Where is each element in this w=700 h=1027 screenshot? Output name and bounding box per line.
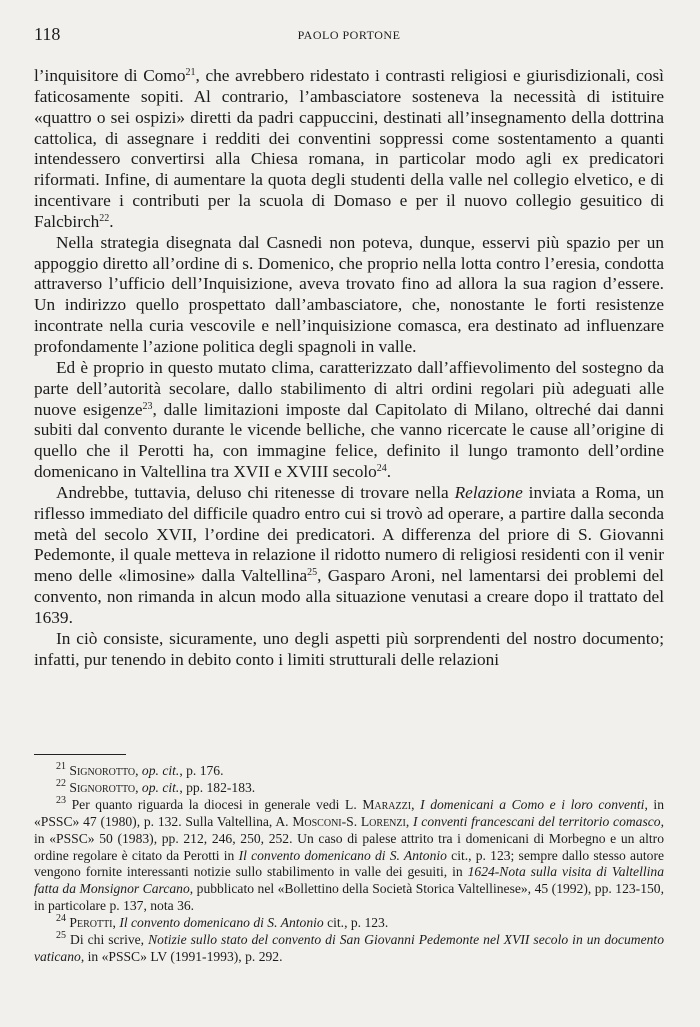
- paragraph: [34, 629, 664, 671]
- footnote-separator: [34, 754, 126, 755]
- text-run: , in «PSSC» LV (1991-1993), p. 292.: [80, 948, 283, 964]
- running-head: PAOLO PORTONE: [297, 28, 401, 42]
- text-run: cit., p. 123; sempre dallo stesso autore vengono fornite interessanti notizie sullo stabilimento in valle dei gesuiti, in: [34, 847, 665, 880]
- footnote: [34, 932, 664, 966]
- footnote: [34, 794, 665, 915]
- author-name: Marazzi: [362, 796, 412, 812]
- footnote-number: 21: [56, 761, 66, 772]
- text-run: cit., p. 123.: [323, 915, 389, 931]
- author-name: Perotti: [69, 915, 113, 931]
- text-run: ,: [405, 813, 414, 829]
- text-run: l’inquisitore di Como: [34, 66, 186, 85]
- italic-text: Il convento domenicano di S. Antonio: [119, 915, 324, 931]
- paragraph: [34, 483, 664, 629]
- text-run: Per quanto riguarda la diocesi in generale vedi L.: [71, 796, 363, 812]
- footnote-number: 25: [56, 930, 66, 942]
- footnote-number: 23: [56, 794, 66, 806]
- text-run: Ed è proprio in questo mutato clima, caratterizzato dall’affievolimento del sostegno da parte dell’autorità secolare, dallo stabilimento di altri ordini regolari più adeguati alle nuove esigenze: [34, 357, 664, 419]
- text-run: .: [109, 211, 114, 231]
- text-run: , Gasparo Aroni, nel lamentarsi dei problemi del convento, non rimanda in alcun modo alla situazione venutasi a creare dopo il trattato del 1639.: [34, 566, 664, 627]
- text-run: , p. 176.: [179, 763, 224, 778]
- text-run: In ciò consiste, sicuramente, uno degli aspetti più sorprendenti del nostro documento; infatti, pur tenendo in debito conto i limiti strutturali delle relazioni: [34, 628, 664, 669]
- text-run: Di chi scrive,: [70, 932, 149, 948]
- footnote-number: 22: [56, 777, 66, 789]
- text-run: , pp. 182-183.: [179, 779, 256, 795]
- text-run: Andrebbe, tuttavia, deluso chi ritenesse di trovare nella: [56, 482, 455, 502]
- text-run: ,: [112, 915, 120, 931]
- text-run: , pubblicato nel «Bollettino della Società Storica Valtellinese», 45 (1992), pp. 123-150, in particolare p. 137, nota 36.: [34, 881, 665, 914]
- text-run: ,: [135, 779, 142, 795]
- paragraph: [34, 66, 664, 233]
- paragraph: [34, 233, 664, 358]
- author-name: Signorotto: [69, 779, 136, 795]
- text-run: ,: [135, 763, 142, 778]
- italic-text: Il convento domenicano di S. Antonio: [238, 847, 447, 863]
- footnote: [34, 777, 664, 797]
- text-run: .: [386, 462, 392, 482]
- author-name: Mosconi-S. Lorenzi: [292, 813, 406, 829]
- text-run: inviata a Roma, un riflesso immediato del difficile quadro entro cui si trovò ad operare, a partire dalla seconda metà del secolo XVII, l’ordine dei predicatori. A differenza del priore di S. Giovanni Pedemonte, il quale metteva in relazione il ridotto numero di religiosi residenti con il venir meno delle «limosine» dalla Valtellina: [34, 482, 664, 586]
- footnote-ref: 25: [307, 567, 318, 579]
- author-name: Signorotto: [69, 763, 136, 778]
- footnotes: [34, 763, 664, 966]
- page-header: [34, 24, 664, 46]
- italic-text: I domenicani a Como e i loro conventi: [420, 796, 645, 812]
- text-run: Nella strategia disegnata dal Casnedi non poteva, dunque, esservi più spazio per un appoggio diretto all’ordine di s. Domenico, che proprio nella lotta contro l’eresia, condotta attraverso l’ufficio dell’Inquisizione, aveva trovato fino ad allora la sua ragion d’essere. Un indirizzo quello prospettato dall’ambasciatore, che, nonostante le forti resistenze incontrate nella curia vescovile e nell’inquisizione comasca, era destinato ad influenzare profondamente l’azione politica degli spagnoli in valle.: [34, 232, 664, 356]
- italic-text: 1624-Nota sulla visita di Valtellina fatta da Monsignor Carcano: [34, 864, 665, 897]
- page-number: 118: [34, 24, 61, 44]
- footnote-ref: 21: [185, 67, 196, 78]
- text-run: ,: [411, 796, 421, 812]
- paragraph: [34, 358, 664, 483]
- footnote-ref: 22: [99, 212, 110, 224]
- text-run: , in «PSSC» 50 (1983), pp. 212, 246, 250, 252. Un caso di palese attrito tra i domenicani di Morbegno e un altro ordine regolare è citato da Perotti in: [34, 813, 665, 863]
- text-run: , che avrebbero ridestato i contrasti religiosi e giurisdizionali, così faticosamente sopiti. Al contrario, l’ambasciatore sosteneva la necessità di istituire «quattro o sei ospizi» diretti da padri cappuccini, destinati all’insegnamento della dottrina cattolica, di assegnare i redditi dei conventini soppressi come sostentamento a quanti intendessero convertirsi alla Chiesa romana, in particolar modo agli ex predicatori riformati. Infine, di aumentare la quota degli studenti della valle nel collegio elvetico, e di incentivare i contributi per la scuola di Domaso e per il nuovo collegio gesuitico di Falcbirch: [34, 66, 664, 231]
- footnote: [34, 915, 664, 932]
- footnote: [34, 763, 664, 780]
- italic-text: Notizie sullo stato del convento di San Giovanni Pedemonte nel XVII secolo in un documento vaticano: [34, 932, 664, 964]
- footnote-number: 24: [56, 913, 66, 925]
- text-run: , in «PSSC» 47 (1980), p. 132. Sulla Valtellina, A.: [34, 796, 664, 829]
- footnote-ref: 24: [376, 463, 387, 475]
- italic-text: Relazione: [454, 482, 523, 502]
- footnote-ref: 23: [142, 400, 153, 412]
- italic-text: op. cit.: [141, 779, 180, 795]
- italic-text: I conventi francescani del territorio comasco: [413, 813, 661, 829]
- text-run: , dalle limitazioni imposte dal Capitolato di Milano, oltreché dai danni subiti dal convento durante le vicende belliche, che vanno ricercate le cause all’origine di quello che il Perotti ha, con immagine felice, definito il lungo tramonto dell’ordine domenicano in Valtellina tra XVII e XVIII secolo: [34, 399, 664, 482]
- italic-text: op. cit.: [141, 763, 180, 778]
- main-text: [34, 66, 664, 670]
